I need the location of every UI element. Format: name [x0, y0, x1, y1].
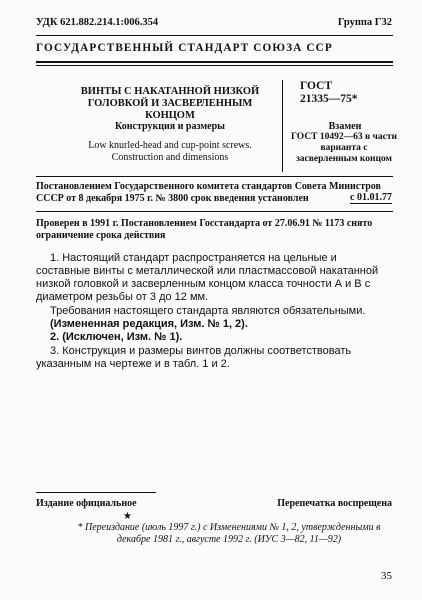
decree-rule [36, 176, 393, 177]
page-number: 35 [381, 570, 392, 582]
group-code: Группа Г32 [337, 17, 392, 28]
decree-bottom-rule [36, 211, 393, 212]
paragraph-2: 2. (Исключен, Изм. № 1). [50, 331, 183, 343]
footer-rule [36, 492, 156, 493]
title-divider [282, 80, 283, 172]
paragraph-3: 3. Конструкция и размеры винтов должны соответствовать указанным на чертеже и в табл. 1 и 2. [36, 345, 352, 370]
standard-title: ГОСУДАРСТВЕННЫЙ СТАНДАРТ СОЮЗА ССР [36, 42, 333, 54]
star-icon: ★ [123, 511, 132, 522]
edition-note: (Измененная редакция, Изм. № 1, 2). [50, 318, 248, 330]
gost-number: 21335—75* [300, 93, 358, 105]
udk-code: УДК 621.882.214.1:006.354 [36, 17, 159, 28]
decree-date: с 01.01.77 [350, 192, 392, 203]
title-rule-thin [36, 65, 393, 66]
top-rule [36, 35, 393, 36]
replace-text: ГОСТ 10492—63 в части варианта с засверленным концом [291, 132, 397, 164]
document-name-en: Low knurled-head and cup-point screws. Construction and dimensions [88, 140, 252, 163]
verification-note: Проверен в 1991 г. Постановлением Госстандарта от 27.06.91 № 1173 снято ограничение срока действия [36, 218, 373, 241]
official-edition: Издание официальное [36, 498, 137, 509]
document-name-ru: ВИНТЫ С НАКАТАННОЙ НИЗКОЙ ГОЛОВКОЙ И ЗАСВЕРЛЕННЫМ КОНЦОМ [80, 86, 260, 121]
reprint-prohibited: Перепечатка воспрещена [277, 498, 392, 509]
paragraph-1: 1. Настоящий стандарт распространяется на цельные и составные винты с металлической или пластмассовой накатанной низкой головкой и засверленным концом класса точности А и В с диаметром резьбы от 3 до 12 мм. [36, 252, 379, 303]
requirements-note: Требования настоящего стандарта являются обязательными. [50, 305, 366, 317]
document-subtitle: Конструкция и размеры [115, 121, 225, 132]
reissue-note: * Переиздание (июль 1997 г.) с Изменениями № 1, 2, утвержденными в декабре 1981 г., августе 1992 г. (ИУС 3—82, 11—92) [77, 522, 381, 545]
decree-text: Постановлением Государственного комитета стандартов Совета Министров СССР от 8 декабря 1975 г. № 3800 срок введения установлен [36, 181, 381, 204]
gost-label: ГОСТ [300, 80, 333, 92]
replace-label: Взамен [328, 121, 362, 132]
title-rule-thick [36, 61, 393, 63]
